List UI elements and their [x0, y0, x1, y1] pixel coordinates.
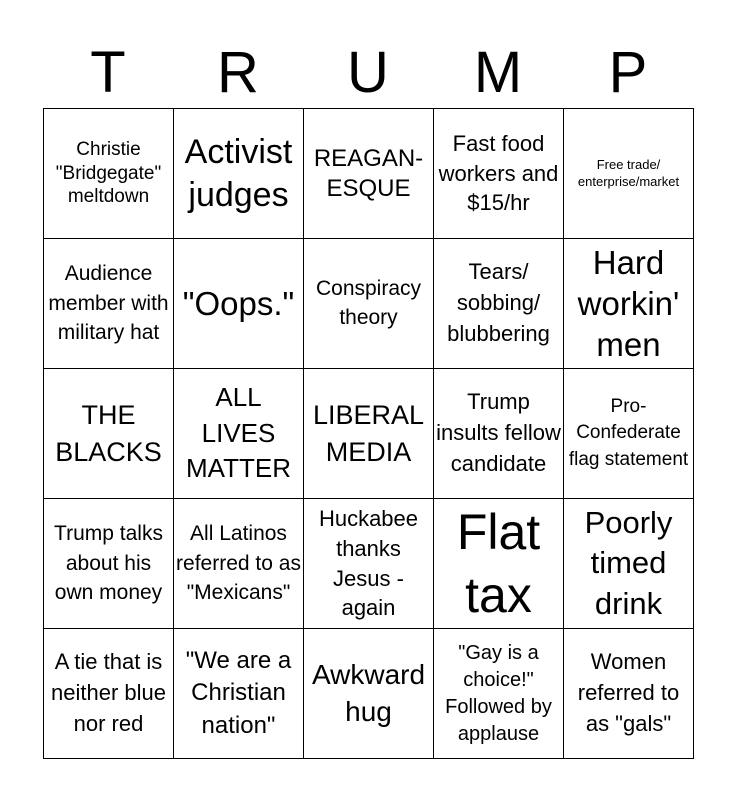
- bingo-cell-r4c3[interactable]: [303, 498, 434, 629]
- cell-text: Free trade/ enterprise/market: [577, 157, 680, 189]
- cell-text: REAGAN-ESQUE: [313, 144, 424, 202]
- header-letter-r: R: [217, 40, 259, 105]
- bingo-cell-r4c1[interactable]: [43, 498, 174, 629]
- bingo-cell-r1c1[interactable]: [43, 108, 174, 239]
- bingo-cell-r2c4[interactable]: [433, 238, 564, 369]
- cell-text: Tears/ sobbing/ blubbering: [447, 259, 550, 346]
- bingo-cell-r1c5[interactable]: [563, 108, 694, 239]
- bingo-cell-r5c4[interactable]: [433, 628, 564, 759]
- bingo-cell-r4c5[interactable]: [563, 498, 694, 629]
- bingo-cell-r2c2[interactable]: [173, 238, 304, 369]
- bingo-cell-r3c1[interactable]: [43, 368, 174, 499]
- bingo-cell-r2c5[interactable]: [563, 238, 694, 369]
- cell-text: Hard workin' men: [577, 243, 680, 364]
- bingo-cell-r5c2[interactable]: [173, 628, 304, 759]
- bingo-cell-r4c2[interactable]: [173, 498, 304, 629]
- bingo-grid: [43, 108, 693, 758]
- cell-text: Audience member with military hat: [48, 262, 169, 345]
- bingo-header: [43, 40, 693, 106]
- bingo-cell-r5c5[interactable]: [563, 628, 694, 759]
- cell-text: "We are a Christian nation": [185, 646, 292, 739]
- cell-text: Christie "Bridgegate" meltdown: [55, 138, 162, 208]
- bingo-cell-r3c4[interactable]: [433, 368, 564, 499]
- bingo-cell-r1c2[interactable]: [173, 108, 304, 239]
- cell-text: Conspiracy theory: [315, 277, 422, 329]
- cell-text: Trump insults fellow candidate: [436, 389, 561, 476]
- bingo-cell-r4c4[interactable]: [433, 498, 564, 629]
- bingo-cell-r5c1[interactable]: [43, 628, 174, 759]
- cell-text: Huckabee thanks Jesus - again: [318, 506, 419, 621]
- bingo-cell-r2c3[interactable]: [303, 238, 434, 369]
- cell-text: Awkward hug: [311, 659, 426, 727]
- header-letter-u: U: [347, 40, 389, 105]
- header-letter-t: T: [90, 40, 126, 105]
- cell-text: Women referred to as "gals": [577, 649, 680, 736]
- cell-text: Activist judges: [184, 133, 293, 214]
- cell-text: "Oops.": [182, 284, 295, 322]
- bingo-cell-r1c3[interactable]: [303, 108, 434, 239]
- cell-text: Poorly timed drink: [584, 505, 673, 621]
- cell-text: All Latinos referred to as "Mexicans": [176, 522, 301, 605]
- header-letter-p: P: [608, 40, 648, 105]
- bingo-cell-r3c2[interactable]: [173, 368, 304, 499]
- bingo-cell-r3c5[interactable]: [563, 368, 694, 499]
- cell-text: Fast food workers and $15/hr: [438, 130, 559, 216]
- bingo-cell-r3c3[interactable]: [303, 368, 434, 499]
- cell-text: LIBERAL MEDIA: [312, 400, 425, 467]
- cell-text: A tie that is neither blue nor red: [51, 649, 166, 736]
- bingo-cell-r2c1[interactable]: [43, 238, 174, 369]
- cell-text: "Gay is a choice!" Followed by applause: [445, 641, 552, 745]
- cell-text: ALL LIVES MATTER: [186, 381, 291, 484]
- cell-text: Flat tax: [456, 504, 541, 623]
- header-letter-m: M: [473, 40, 523, 105]
- bingo-cell-r1c4[interactable]: [433, 108, 564, 239]
- bingo-cell-r5c3[interactable]: [303, 628, 434, 759]
- cell-text: Pro-Confederate flag statement: [568, 396, 689, 470]
- cell-text: THE BLACKS: [55, 400, 162, 467]
- cell-text: Trump talks about his own money: [54, 522, 163, 605]
